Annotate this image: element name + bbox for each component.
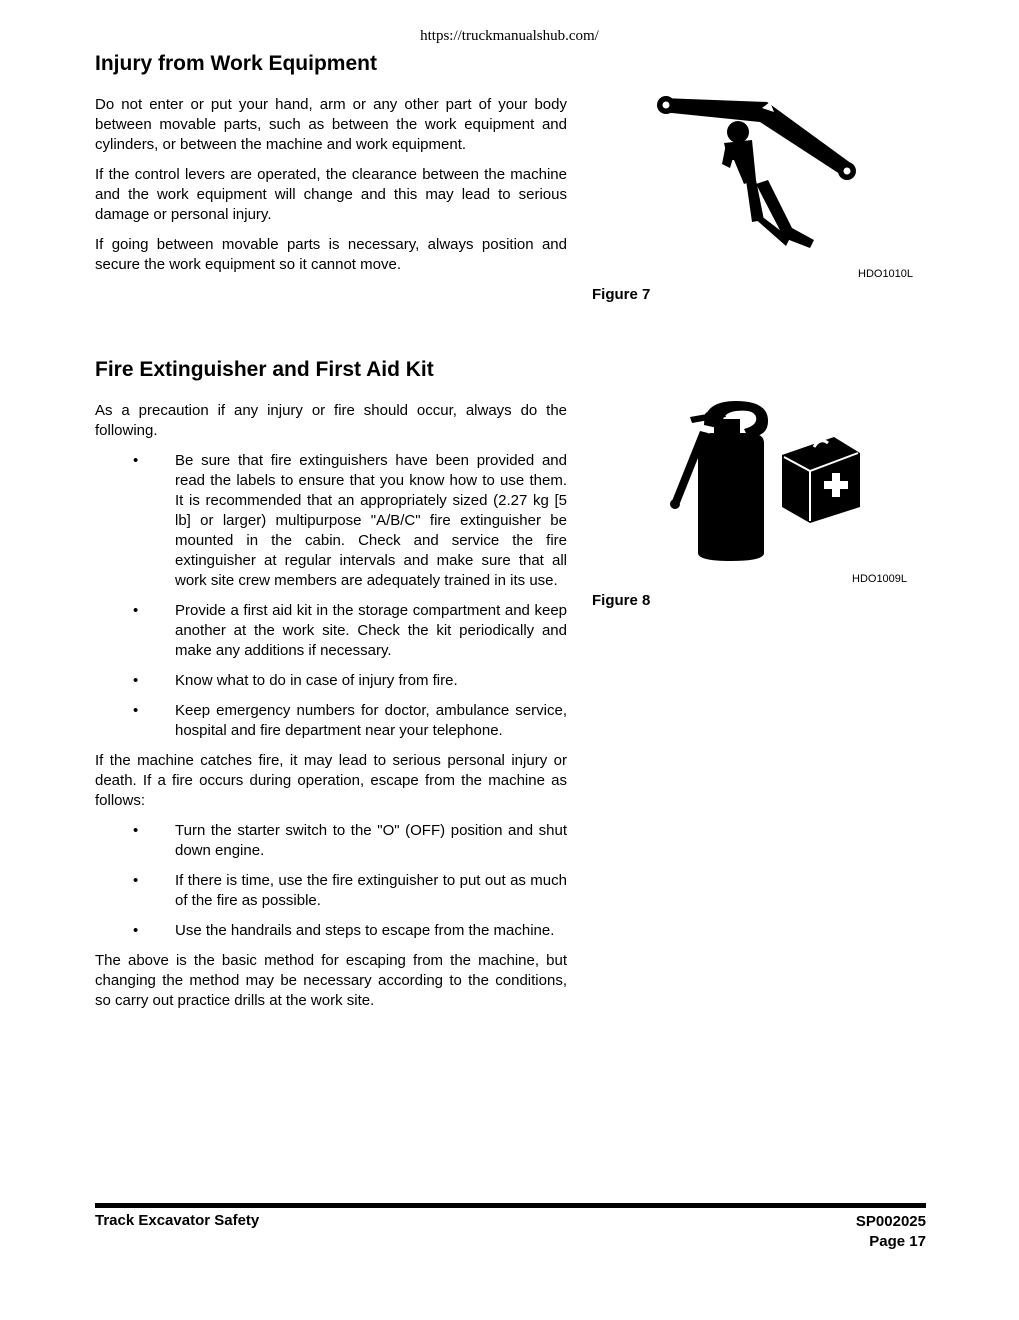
footer-page-info: [856, 1212, 926, 1252]
list-item-text: Use the handrails and steps to escape from the machine.: [175, 922, 555, 939]
bullet: •: [133, 602, 139, 619]
escape-list: [95, 821, 567, 941]
list-item: [95, 821, 567, 861]
section-body-fire: [95, 401, 567, 1021]
precaution-list: [95, 451, 567, 741]
list-item-text: Provide a first aid kit in the storage compartment and keep another at the work site. Check the kit periodically and make any additions if necessary.: [175, 602, 567, 659]
crush-hazard-icon: [652, 88, 862, 253]
paragraph: If the control levers are operated, the clearance between the machine and the work equipment will change and this may lead to serious damage or personal injury.: [95, 166, 567, 223]
list-item-text: Turn the starter switch to the "O" (OFF) position and shut down engine.: [175, 822, 567, 859]
page-number: Page 17: [869, 1233, 926, 1250]
paragraph: Do not enter or put your hand, arm or any other part of your body between movable parts, such as between the work equipment and cylinders, or between the machine and work equipment.: [95, 96, 567, 153]
list-item: [95, 701, 567, 741]
bullet: •: [133, 922, 139, 939]
section-title-fire: Fire Extinguisher and First Aid Kit: [95, 358, 434, 381]
paragraph: As a precaution if any injury or fire should occur, always do the following.: [95, 402, 567, 439]
figure-caption: Figure 7: [592, 286, 651, 303]
bullet: •: [133, 872, 139, 889]
section-title-injury: Injury from Work Equipment: [95, 52, 377, 75]
paragraph: If the machine catches fire, it may lead to serious personal injury or death. If a fire occurs during operation, escape from the machine as follows:: [95, 752, 567, 809]
paragraph: The above is the basic method for escaping from the machine, but changing the method may be necessary according to the conditions, so carry out practice drills at the work site.: [95, 952, 567, 1009]
figure-code: HDO1010L: [858, 268, 914, 280]
list-item: [95, 451, 567, 591]
list-item: [95, 601, 567, 661]
paragraph: If going between movable parts is necessary, always position and secure the work equipment so it cannot move.: [95, 236, 567, 273]
document-id: SP002025: [855, 1213, 926, 1230]
bullet: •: [133, 822, 139, 839]
list-item-text: Know what to do in case of injury from fire.: [175, 672, 458, 689]
fire-extinguisher-first-aid-icon: [664, 395, 864, 565]
figure-code: HDO1009L: [852, 573, 908, 585]
source-url: https://truckmanualshub.com/: [420, 28, 599, 44]
footer-title: Track Excavator Safety: [95, 1212, 260, 1229]
list-item-text: Keep emergency numbers for doctor, ambulance service, hospital and fire department near your telephone.: [175, 702, 567, 739]
list-item-text: Be sure that fire extinguishers have been provided and read the labels to ensure that you know how to use them. It is recommended that an appropriately sized (2.27 kg [5 lb] or larger) multipurpose "A/B/C" fire extinguisher be mounted in the cabin. Check and service the fire extinguisher at regular intervals and make sure that all work site crew members are adequately trained in its use.: [175, 452, 567, 589]
section-body-injury: [95, 95, 567, 285]
figure-caption: Figure 8: [592, 592, 651, 609]
bullet: •: [133, 672, 139, 689]
list-item: [95, 671, 567, 691]
list-item-text: If there is time, use the fire extinguisher to put out as much of the fire as possible.: [175, 872, 567, 909]
list-item: [95, 921, 567, 941]
list-item: [95, 871, 567, 911]
bullet: •: [133, 702, 139, 719]
footer-divider: [95, 1203, 926, 1208]
bullet: •: [133, 452, 139, 469]
